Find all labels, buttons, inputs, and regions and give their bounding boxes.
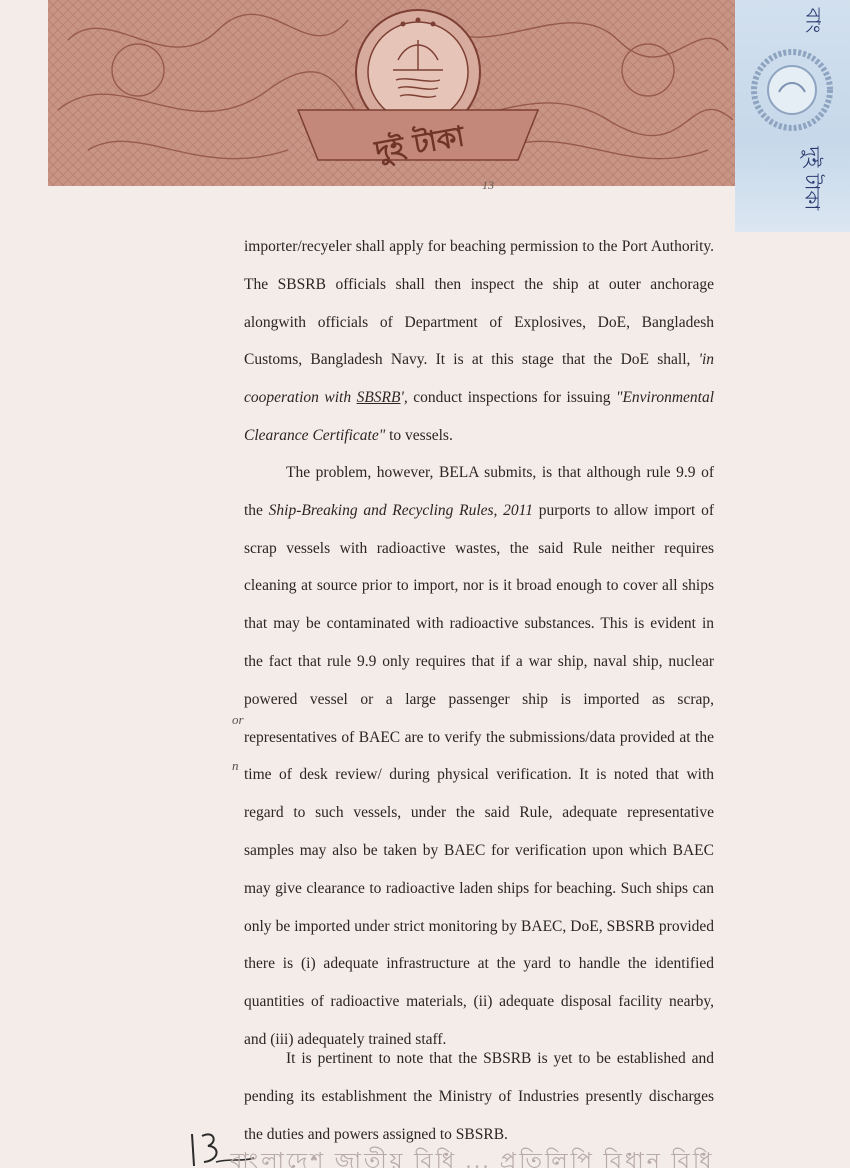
margin-annotation-2: n	[232, 758, 239, 773]
paragraph-3: It is pertinent to note that the SBSRB is yet to be established and pending its establishment the Ministry of Industries presently discharges the duties and powers assigned to SBSRB.	[244, 1050, 714, 1143]
revenue-stamp-seal	[735, 0, 850, 232]
paragraph-1-text-a: importer/recyeler shall apply for beaching permission to the Port Authority. The SBSRB officials shall then inspect the ship at outer anchorage alongwith officials of Department of Explosives, DoE, Bangladesh Customs, Bangladesh Navy. It is at this stage that the DoE shall,	[244, 238, 714, 369]
revenue-stamp	[735, 0, 850, 232]
paragraph-1-emphasis: 'in cooperation with	[244, 351, 714, 407]
stamp-value-text: দুই টাকা	[372, 119, 467, 168]
revenue-stamp-top-text: বাং	[801, 7, 826, 34]
paragraph-1-text-c: to vessels.	[385, 426, 453, 444]
paragraph-2	[244, 454, 714, 1059]
paragraph-1-emphasis-end: ',	[400, 389, 408, 407]
paragraph-1	[244, 228, 714, 455]
paragraph-1-text-b: conduct inspections for issuing	[407, 389, 616, 407]
margin-annotation-1: or	[232, 712, 244, 727]
bottom-edge-strip-text: বাংলাদেশ জাতীয় বিধি ... প্রতিলিপি বিধান বিধি	[230, 1148, 715, 1168]
page-number: 13	[482, 178, 494, 192]
paragraph-1-emphasis-underlined: SBSRB	[356, 389, 401, 407]
paragraph-2-text-a: The problem, however, BELA submits, is that although rule 9.9 of the	[244, 464, 714, 519]
paragraph-2-text-b: purports to allow import of scrap vessels with radioactive wastes, the said Rule neither requires cleaning at source prior to import, nor is it broad enough to cover all ships that may be contaminated with radioactive substances. This is evident in the fact that rule 9.9 only requires that if a war ship, naval ship, nuclear powered vessel or a large passenger ship is imported as scrap, representatives of BAEC are to verify the submissions/data provided at the time of desk review/ during physical verification. It is noted that with regard to such vessels, under the said Rule, adequate representative samples may also be taken by BAEC for verification upon which BAEC may give clearance to radioactive laden ships for beaching. Such ships can only be imported under strict monitoring by BAEC, DoE, SBSRB provided there is (i) adequate infrastructure at the yard to handle the identified quantities of radioactive materials, (ii) adequate disposal facility nearby, and (iii) adequately trained staff.	[244, 501, 714, 1048]
certificate-name: "Environmental Clearance Certificate"	[244, 389, 715, 444]
revenue-stamp-value-text: দুই টাকা	[800, 146, 825, 211]
rules-title: Ship-Breaking and Recycling Rules, 2011	[268, 501, 533, 519]
